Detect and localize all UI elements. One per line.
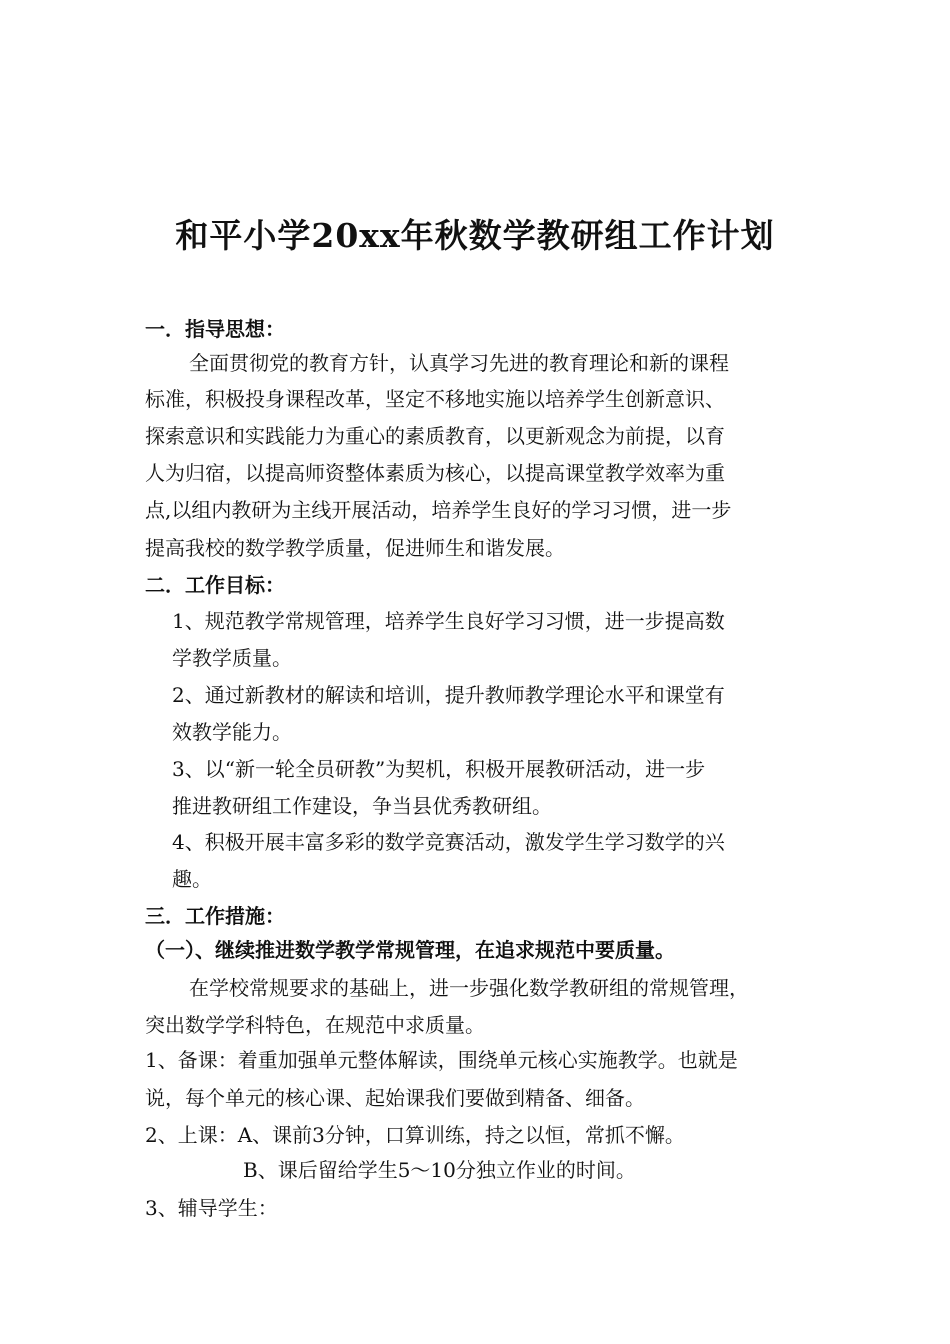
paragraph-line: 3、辅导学生： — [145, 1196, 278, 1220]
list-item-line: 3、以“新一轮全员研教”为契机，积极开展教研活动，进一步 — [172, 757, 706, 781]
paragraph-line: 人为归宿，以提高师资整体素质为核心，以提高课堂教学效率为重 — [145, 461, 725, 485]
list-item-line: 推进教研组工作建设，争当县优秀教研组。 — [172, 794, 552, 818]
paragraph-line: 在学校常规要求的基础上，进一步强化数学教研组的常规管理， — [189, 976, 749, 1000]
section-heading-guiding-ideology: 一．指导思想： — [145, 317, 285, 341]
paragraph-line: B、课后留给学生5～10分独立作业的时间。 — [243, 1158, 636, 1182]
subsection-heading: （一）、继续推进数学教学常规管理，在追求规范中要质量。 — [145, 938, 675, 962]
paragraph-line: 2、上课：A、课前3分钟，口算训练，持之以恒，常抓不懈。 — [145, 1123, 685, 1147]
paragraph-line: 说，每个单元的核心课、起始课我们要做到精备、细备。 — [145, 1086, 645, 1110]
paragraph-line: 突出数学学科特色，在规范中求质量。 — [145, 1013, 485, 1037]
list-item-line: 趣。 — [172, 867, 212, 891]
list-item-line: 学教学质量。 — [172, 646, 292, 670]
list-item-line: 效教学能力。 — [172, 720, 292, 744]
list-item-line: 4、积极开展丰富多彩的数学竞赛活动，激发学生学习数学的兴 — [172, 830, 725, 854]
section-heading-work-goals: 二．工作目标： — [145, 573, 285, 597]
paragraph-line: 点,以组内教研为主线开展活动，培养学生良好的学习习惯，进一步 — [145, 498, 732, 522]
paragraph-line: 提高我校的数学教学质量，促进师生和谐发展。 — [145, 536, 565, 560]
list-item-line: 1、规范教学常规管理，培养学生良好学习习惯，进一步提高数 — [172, 609, 725, 633]
paragraph-line: 1、备课：着重加强单元整体解读，围绕单元核心实施教学。也就是 — [145, 1048, 738, 1072]
paragraph-line: 探索意识和实践能力为重心的素质教育，以更新观念为前提，以育 — [145, 424, 725, 448]
section-heading-work-measures: 三．工作措施： — [145, 904, 285, 928]
list-item-line: 2、通过新教材的解读和培训，提升教师教学理论水平和课堂有 — [172, 683, 725, 707]
paragraph-line: 标准，积极投身课程改革，坚定不移地实施以培养学生创新意识、 — [145, 387, 725, 411]
document-title: 和平小学20xx年秋数学教研组工作计划 — [175, 216, 775, 255]
paragraph-line: 全面贯彻党的教育方针，认真学习先进的教育理论和新的课程 — [189, 351, 729, 375]
